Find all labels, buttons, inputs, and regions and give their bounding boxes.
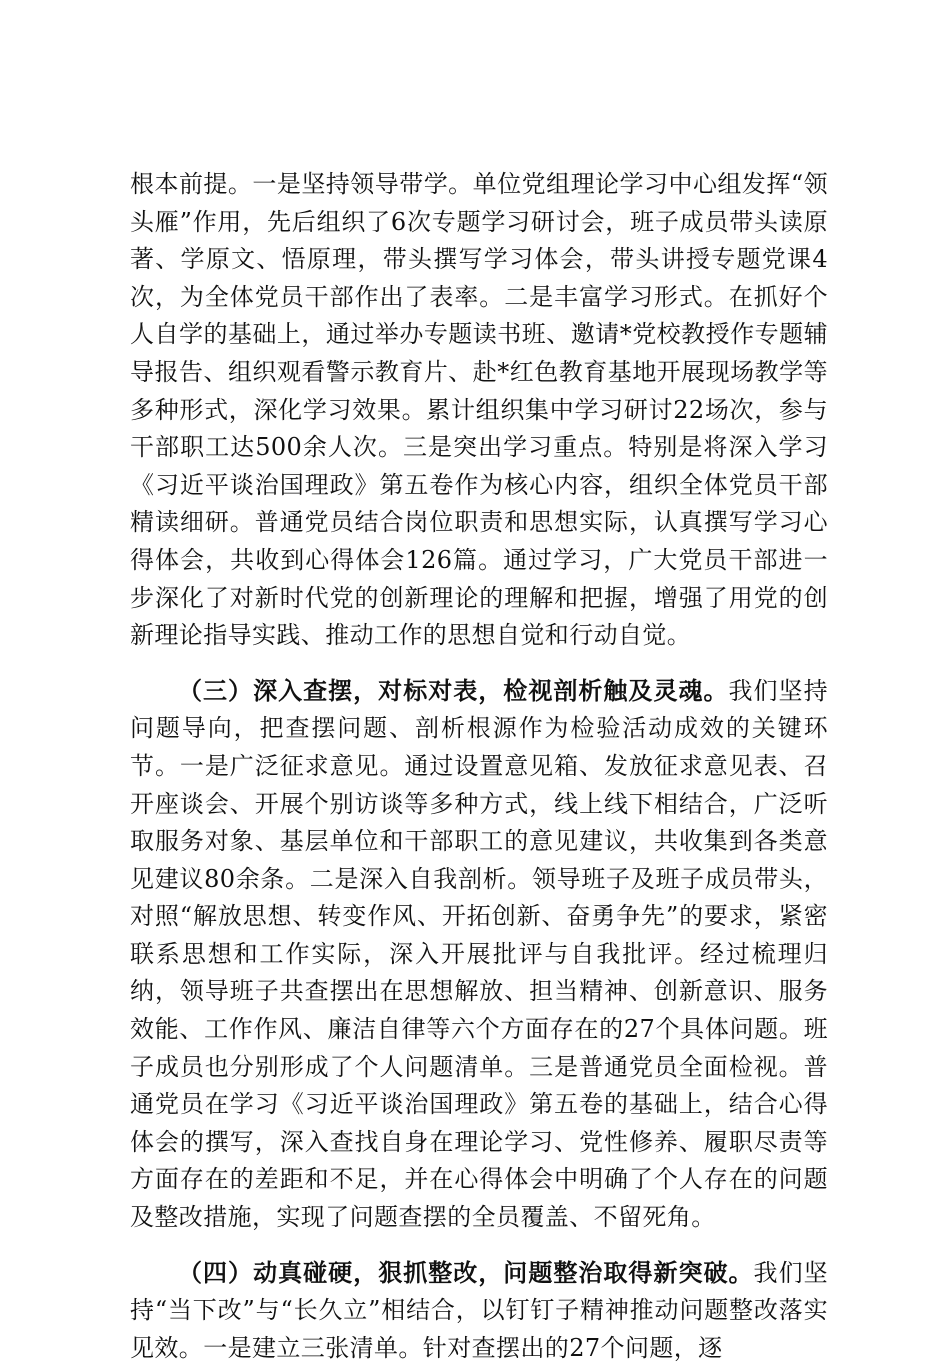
paragraph-section-four (130, 1255, 828, 1367)
section-heading-three: （三）深入查摆，对标对表，检视剖析触及灵魂。 (178, 676, 729, 705)
section-heading-four: （四）动真碰硬，狠抓整改，问题整治取得新突破。 (178, 1258, 754, 1287)
paragraph-continued-study (130, 166, 828, 655)
paragraph-text: 我们坚持“当下改”与“长久立”相结合，以钉钉子精神推动问题整改落实见效。一是建立三张清单。针对查摆出的27个问题，逐 (130, 1258, 828, 1362)
paragraph-section-three (130, 673, 828, 1237)
document-body (130, 166, 828, 1367)
paragraph-text: 根本前提。一是坚持领导带学。单位党组理论学习中心组发挥“领头雁”作用，先后组织了6次专题学习研讨会，班子成员带头读原著、学原文、悟原理，带头撰写学习体会，带头讲授专题党课4次，为全体党员干部作出了表率。二是丰富学习形式。在抓好个人自学的基础上，通过举办专题读书班、邀请*党校教授作专题辅导报告、组织观看警示教育片、赴*红色教育基地开展现场教学等多种形式，深化学习效果。累计组织集中学习研讨22场次，参与干部职工达500余人次。三是突出学习重点。特别是将深入学习《习近平谈治国理政》第五卷作为核心内容，组织全体党员干部精读细研。普通党员结合岗位职责和思想实际，认真撰写学习心得体会，共收到心得体会126篇。通过学习，广大党员干部进一步深化了对新时代党的创新理论的理解和把握，增强了用党的创新理论指导实践、推动工作的思想自觉和行动自觉。 (130, 170, 828, 650)
paragraph-text: 我们坚持问题导向，把查摆问题、剖析根源作为检验活动成效的关键环节。一是广泛征求意见。通过设置意见箱、发放征求意见表、召开座谈会、开展个别访谈等多种方式，线上线下相结合，广泛听取服务对象、基层单位和干部职工的意见建议，共收集到各类意见建议80余条。二是深入自我剖析。领导班子及班子成员带头，对照“解放思想、转变作风、开拓创新、奋勇争先”的要求，紧密联系思想和工作实际，深入开展批评与自我批评。经过梳理归纳，领导班子共查摆出在思想解放、担当精神、创新意识、服务效能、工作作风、廉洁自律等六个方面存在的27个具体问题。班子成员也分别形成了个人问题清单。三是普通党员全面检视。普通党员在学习《习近平谈治国理政》第五卷的基础上，结合心得体会的撰写，深入查找自身在理论学习、党性修养、履职尽责等方面存在的差距和不足，并在心得体会中明确了个人存在的问题及整改措施，实现了问题查摆的全员覆盖、不留死角。 (130, 676, 828, 1232)
